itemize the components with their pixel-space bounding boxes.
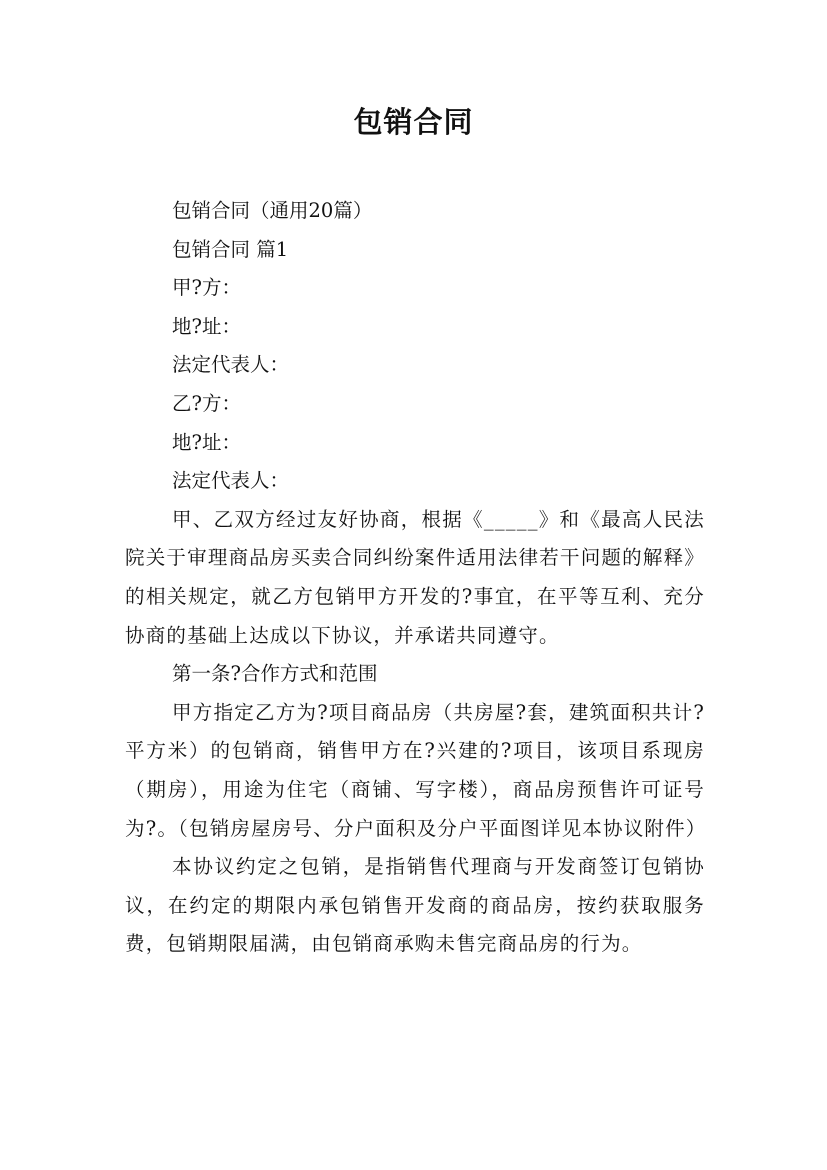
party-a-representative-label: 法定代表人： [172,353,290,377]
document-title: 包销合同 [353,105,474,139]
document-body [125,192,705,964]
section-heading: 第一条?合作方式和范围 [172,662,378,686]
party-b-representative-label: 法定代表人： [172,469,290,493]
party-a-address-label: 地?址： [172,314,241,338]
article-heading: 包销合同 篇1 [172,237,289,261]
definition-paragraph: 本协议约定之包销，是指销售代理商与开发商签订包销协议，在约定的期限内承包销售开发商的商品房，按约获取服务费，包销期限届满，由包销商承购未售完商品房的行为。 [125,855,705,956]
scope-paragraph: 甲方指定乙方为?项目商品房（共房屋?套，建筑面积共计?平方米）的包销商，销售甲方在?兴建的?项目，该项目系现房（期房），用途为住宅（商铺、写字楼），商品房预售许可证号为?。（包销房屋房号、分户面积及分户平面图详见本协议附件） [125,700,707,840]
preamble-paragraph: 甲、乙双方经过友好协商，根据《_____》和《最高人民法院关于审理商品房买卖合同纠纷案件适用法律若干问题的解释》的相关规定，就乙方包销甲方开发的?事宜，在平等互利、充分协商的基础上达成以下协议，并承诺共同遵守。 [125,507,705,647]
party-b-label: 乙?方： [172,391,241,415]
party-b-address-label: 地?址： [172,430,241,454]
party-a-label: 甲?方： [172,276,241,300]
subtitle-line: 包销合同（通用20篇） [172,199,373,222]
